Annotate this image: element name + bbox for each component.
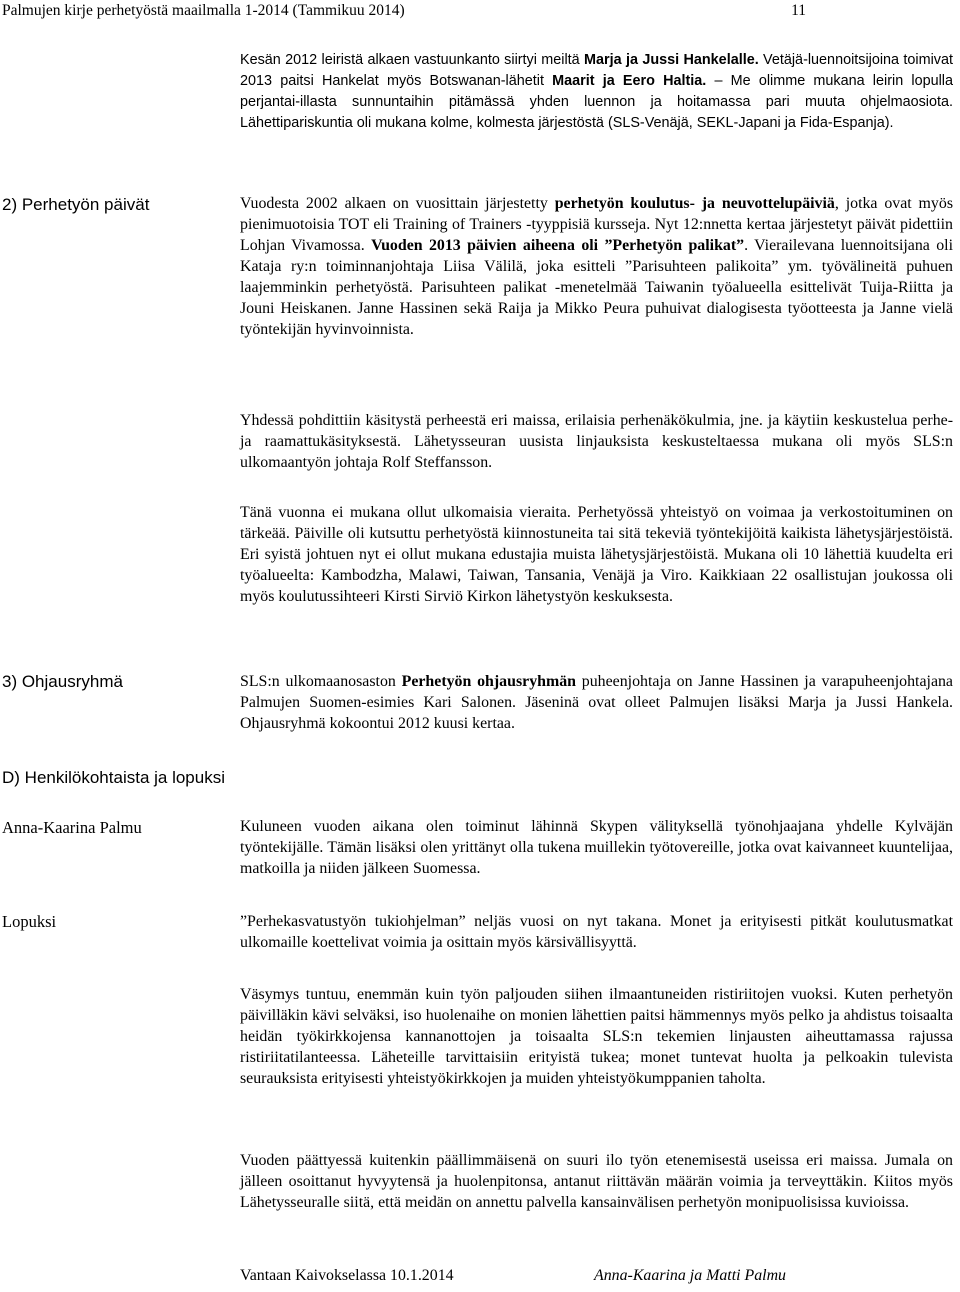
section-2-text: , jotka ovat myös pienimuotoisia TOT eli Training of Trainers -tyyppisiä kursseja. Nyt 12:nnetta kertaa järjestetyt päivät pidettiin Lohjan Vivamossa. (240, 195, 953, 254)
intro-text: Vetäjä-luennoitsijoina toimivat 2013 paitsi Hankelat myös Botswanan-lähetit (240, 52, 953, 89)
page-number: 11 (791, 2, 806, 19)
section-3-paragraph (240, 671, 953, 734)
section-d-label-b: Lopuksi (2, 912, 57, 931)
intro-paragraph (240, 50, 953, 134)
section-d-label-a: Anna-Kaarina Palmu (2, 818, 142, 837)
header-title: Palmujen kirje perhetyöstä maailmalla 1-2014 (Tammikuu 2014) (2, 2, 405, 19)
section-3-text: SLS:n ulkomaanosaston (240, 673, 402, 690)
section-d-heading: D) Henkilökohtaista ja lopuksi (2, 768, 225, 787)
section-2-bold: Vuoden 2013 päivien aiheena oli ”Perhetyön palikat” (371, 237, 745, 254)
signature-names: Anna-Kaarina ja Matti Palmu (594, 1267, 787, 1284)
intro-bold: Marja ja Jussi Hankelalle. (584, 52, 759, 68)
section-d-paragraph-b1: ”Perhekasvatustyön tukiohjelman” neljäs vuosi on nyt takana. Monet ja erityisesti pitkät koulutusmatkat ulkomaille koettelivat voimia ja osittain myös kärsivällisyyttä. (240, 913, 953, 951)
section-d-paragraph-a: Kuluneen vuoden aikana olen toiminut lähinnä Skypen välityksellä työnohjaajana yhdelle Kylväjän työntekijälle. Tämän lisäksi olen yrittänyt olla tukena muillekin työtovereille, jotka ovat kaivanneet kuuntelijaa, matkoilla ja niiden jälkeen Suomessa. (240, 818, 953, 877)
section-2-text: . Vierailevana luennoitsijana oli Kataja ry:n toiminnanjohtaja Liisa Välilä, joka esitteli ”Parisuhteen palikoita” ym. työvälineitä puhuen laajemminkin perhetyöstä. Parisuhteen palikat -menetelmää Taiwanin työalueella esittelivät Tuija-Riitta ja Jouni Heiskanen. Janne Hassinen sekä Raija ja Mikko Peura puhuivat dialogisesta työotteesta ja Janne vielä työntekijän hyvinvoinnista. (240, 237, 953, 338)
intro-text: Kesän 2012 leiristä alkaen vastuunkanto siirtyi meiltä (240, 52, 585, 68)
section-2-label: 2) Perhetyön päivät (2, 195, 150, 214)
signature-place-date: Vantaan Kaivokselassa 10.1.2014 (240, 1267, 454, 1284)
section-2-paragraph-3: Tänä vuonna ei mukana ollut ulkomaisia vieraita. Perhetyössä yhteistyö on voimaa ja verkostoituminen on tärkeää. Päiville oli kutsuttu perhetyöstä kiinnostuneita tai sitä tekeviä työntekijöitä kaikista lähetysjärjestöistä. Eri syistä johtuen nyt ei ollut mukana edustajia muista lähetysjärjestöistä. Mukana oli 10 lähettiä kuudelta eri työalueelta: Kambodzha, Malawi, Taiwan, Tansania, Venäjä ja Viro. Kaikkiaan 22 osallistujan joukossa oli myös koulutussihteeri Kirsti Sirviö Kirkon lähetystyön keskuksesta. (240, 504, 953, 605)
section-d-paragraph-b3: Vuoden päättyessä kuitenkin päällimmäisenä on suuri ilo työn etenemisestä useissa eri maissa. Jumala on jälleen osoittanut hyvyytensä ja huolenpitonsa, antanut riittävän määrän voimia ja terveyttäkin. Kiitos myös Lähetysseuralle siitä, että meidän on annettu palvella kansainvälisen perhetyön monipuolisissa kuvioissa. (240, 1152, 953, 1211)
intro-text: – Me olimme mukana leirin lopulla perjantai-illasta sunnuntaihin pitämässä yhden luennon ja hoitamassa pari muuta ohjelmaosiota. Lähettipariskuntia oli mukana kolme, kolmesta järjestöstä (SLS-Venäjä, SEKL-Japani ja Fida-Espanja). (240, 73, 953, 131)
section-3-label: 3) Ohjausryhmä (2, 672, 123, 691)
section-2-bold: perhetyön koulutus- ja neuvottelupäiviä (554, 195, 835, 212)
section-2-paragraph-1 (240, 193, 953, 340)
section-2-paragraph-2: Yhdessä pohdittiin käsitystä perheestä eri maissa, erilaisia perhenäkökulmia, jne. ja käytiin keskustelua perhe- ja raamattukäsityksestä. Lähetysseuran uusista linjauksista keskusteltaessa mukana oli myös SLS:n ulkomaantyön johtaja Rolf Steffansson. (240, 412, 953, 471)
section-d-paragraph-b2: Väsymys tuntuu, enemmän kuin työn paljouden siihen ilmaantuneiden ristiriitojen vuoksi. Kuten perhetyön päivilläkin kävi selväksi, iso huolenaihe on monien lähettien paitsi hämmennys myös pelko ja ahdistus toisaalta heidän työkirkkojensa kannanottojen ja toisaalta SLS:n tekemien linjausten aiheuttamassa rajussa ristiriitatilanteessa. Läheteille tarvittaisiin erityistä tukea; monet tuntevat huolta ja pelkoakin tulevista seurauksista erityisesti yhteistyökirkkojen ja muiden yhteistyökumppanien taholta. (240, 986, 953, 1087)
intro-bold: Maarit ja Eero Haltia. (552, 73, 707, 89)
page-header (2, 0, 952, 21)
section-2-text: Vuodesta 2002 alkaen on vuosittain järjestetty (240, 195, 555, 212)
section-3-bold: Perhetyön ohjausryhmän (401, 673, 576, 690)
section-3-text: puheenjohtaja on Janne Hassinen ja varapuheenjohtajana Palmujen Suomen-esimies Kari Salonen. Jäseninä ovat olleet Palmujen lisäksi Marja ja Jussi Hankela. Ohjausryhmä kokoontui 2012 kuusi kertaa. (240, 673, 953, 732)
